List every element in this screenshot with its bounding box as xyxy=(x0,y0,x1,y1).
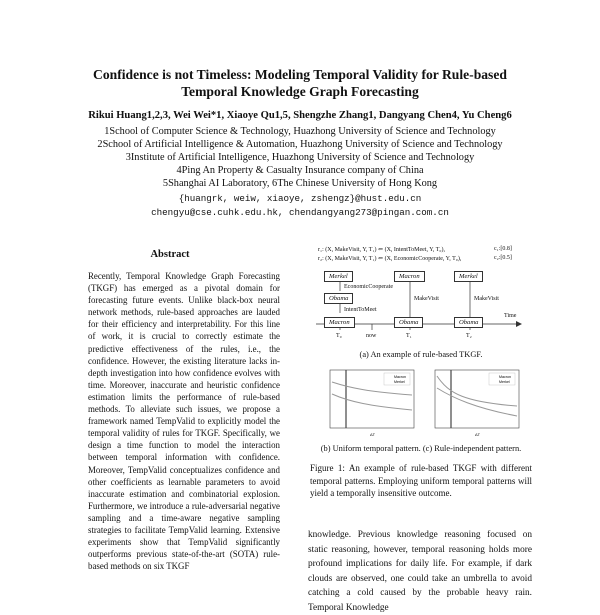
entity-macron-t0: Macron xyxy=(324,317,355,328)
entity-macron-t1: Macron xyxy=(394,271,425,282)
time-label-t2: T₂ xyxy=(466,333,472,339)
abstract-text: Recently, Temporal Knowledge Graph Forecasting (TKGF) has emerged as a pivotal domain for forecasting future events. Unlike black-box neural network methods, rule-based approaches are lauded for their efficiency and interpretability. For this line of work, it is crucial to correctly estimate the predictive effectiveness of the rules, i.e., the confidence. However, the existing literature lacks in-depth investigation into how confidence evolves with time. Moreover, inaccurate and heuristic confidence estimation limits the performance of rule-based methods. To alleviate such issues, we propose a framework named TempValid to explicitly model the temporal validity of rules for TKGF. Specifically, we design a time function to model the interaction between temporal information with confidence. Moreover, TempValid conceptualizes confidence and other coefficients as learnable parameters to avoid inaccurate estimation and combinatorial explosion. Furthermore, we introduce a rule-adversarial negative sampling and a time-aware negative sampling strategies to facilitate TempValid learning. Extensive experiments show that TempValid significantly outperforms previous state-of-the-art (SOTA) rule-based methods on six TKGF xyxy=(88,271,280,572)
entity-obama-t0: Obama xyxy=(324,293,353,304)
relation-economic-cooperate: EconomicCooperate xyxy=(344,284,393,290)
author-list: Rikui Huang1,2,3, Wei Wei*1, Xiaoye Qu1,5, Shengzhe Zhang1, Dangyang Chen4, Yu Cheng6 xyxy=(88,110,512,121)
paper-title xyxy=(40,66,560,100)
abstract-heading: Abstract xyxy=(150,249,190,260)
email-line-1: {huangrk, weiw, xiaoye, zshengz}@hust.edu.cn xyxy=(178,193,422,204)
plot-uniform-pattern xyxy=(320,368,416,438)
title-line-1: Confidence is not Timeless: Modeling Temporal Validity for Rule-based xyxy=(93,67,507,82)
time-label-now: now xyxy=(366,333,377,339)
relation-make-visit-1: MakeVisit xyxy=(414,296,439,302)
relation-make-visit-2: MakeVisit xyxy=(474,296,499,302)
plot-rule-independent-pattern xyxy=(425,368,521,438)
figure-1a xyxy=(316,246,526,341)
time-axis-label: Time xyxy=(504,313,517,319)
time-label-t0: T₀ xyxy=(336,333,342,339)
legend-c-merkel: Merkel xyxy=(499,380,510,384)
rule-1-confidence: c₁:[0.8] xyxy=(494,246,512,252)
entity-obama-t1: Obama xyxy=(394,317,423,328)
intro-text: knowledge. Previous knowledge reasoning focused on static reasoning, however, temporal reasoning holds more profound implications for daily life. For example, if dark clouds are observed, one could take an umbrella to avoid catching a cold caused by the probable heavy rain. Temporal Knowledge xyxy=(308,530,532,613)
legend-b-merkel: Merkel xyxy=(394,380,405,384)
affiliation-1: 1School of Computer Science & Technology, Huazhong University of Science and Technology xyxy=(104,126,496,137)
time-label-t1: T₁ xyxy=(406,333,412,339)
affiliation-2: 2School of Artificial Intelligence & Automation, Huazhong University of Science and Technology xyxy=(97,139,503,150)
relation-intent-to-meet: IntentToMeet xyxy=(344,307,377,313)
title-line-2: Temporal Knowledge Graph Forecasting xyxy=(181,84,419,99)
entity-merkel-t0: Merkel xyxy=(324,271,353,282)
affiliation-5: 5Shanghai AI Laboratory, 6The Chinese University of Hong Kong xyxy=(162,178,438,189)
xlabel-b: ΔT xyxy=(370,432,376,437)
entity-obama-t2: Obama xyxy=(454,317,483,328)
affiliation-4: 4Ping An Property & Casualty Insurance company of China xyxy=(176,165,424,176)
figure-1-caption: Figure 1: An example of rule-based TKGF with different temporal patterns. Employing uniform temporal patterns will yield a temporally insensitive outcome. xyxy=(310,463,532,498)
email-line-2: chengyu@cse.cuhk.edu.hk, chendangyang273@pingan.com.cn xyxy=(151,207,449,218)
caption-bc: (b) Uniform temporal pattern. (c) Rule-independent pattern. xyxy=(320,444,522,453)
right-column-body xyxy=(308,528,532,615)
abstract-body xyxy=(88,270,280,572)
rule-1: r₁: (X, MakeVisit, Y, T₁) ⇐ (X, IntentToMeet, Y, T₀), xyxy=(318,247,445,253)
xlabel-c: ΔT xyxy=(475,432,481,437)
legend-b-macron: Macron xyxy=(394,375,406,379)
rule-2: r₂: (X, MakeVisit, Y, T₁) ⇐ (X, EconomicCooperate, Y, T₀), xyxy=(318,256,462,262)
legend-c-macron: Macron xyxy=(499,375,511,379)
entity-merkel-t2: Merkel xyxy=(454,271,483,282)
rule-2-confidence: c₂:[0.5] xyxy=(494,255,512,261)
caption-a: (a) An example of rule-based TKGF. xyxy=(359,350,483,359)
affiliation-3: 3Institute of Artificial Intelligence, Huazhong University of Science and Technology xyxy=(125,152,475,163)
